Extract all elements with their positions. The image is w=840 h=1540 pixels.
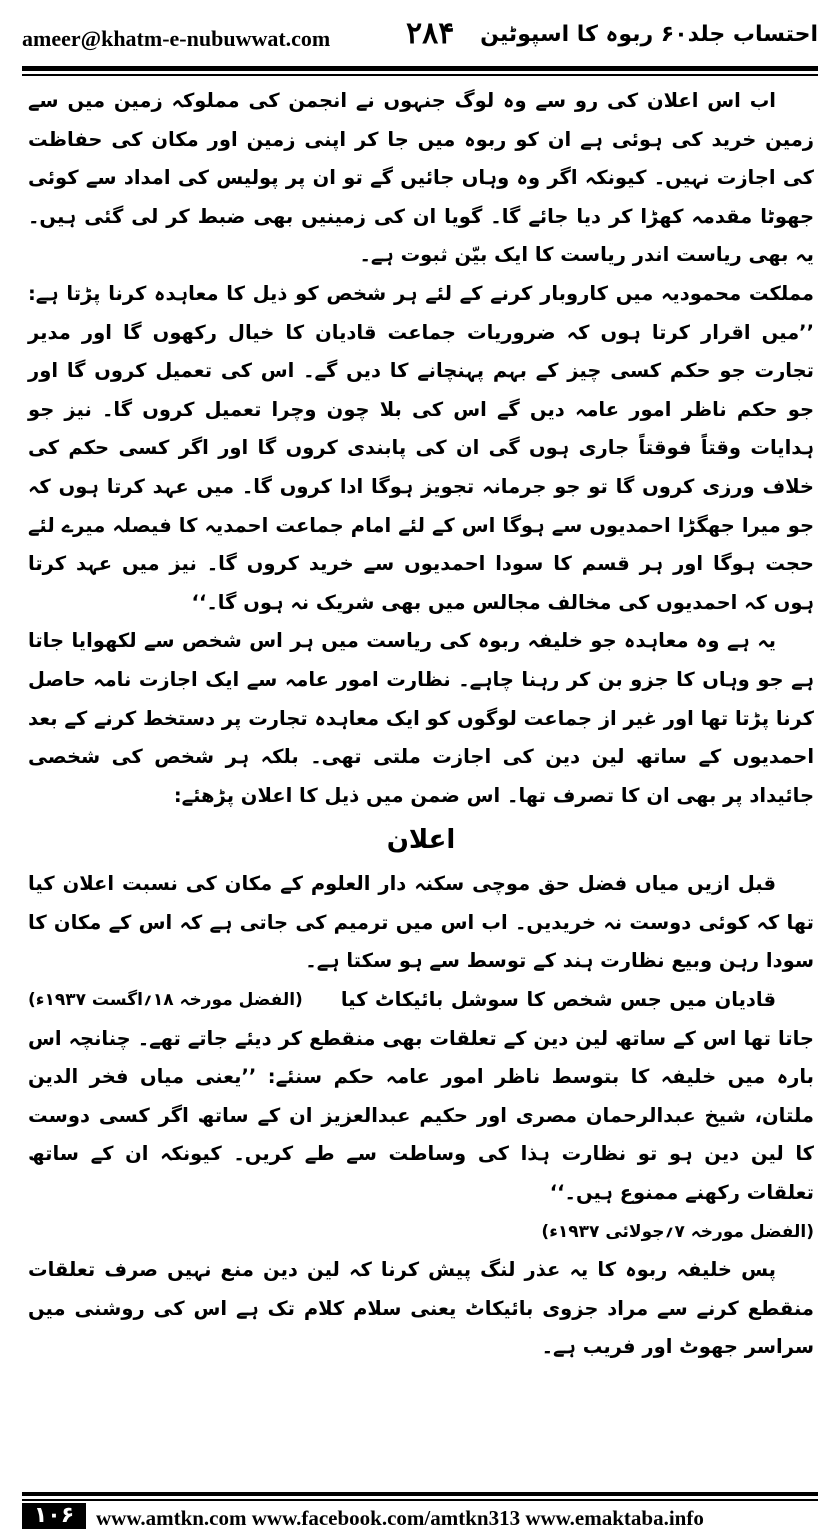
footer-page-number: ۱۰۶ — [22, 1503, 86, 1529]
page-footer — [22, 1492, 818, 1532]
announcement-text — [28, 865, 814, 1011]
announcement-reference: (الفضل مورخہ ۱۸؍اگست ۱۹۳۷ء) — [28, 990, 303, 1011]
footer-rule — [22, 1492, 818, 1496]
header-page-number: ۲۸۴ — [406, 16, 455, 51]
announcement-heading: اعلان — [386, 825, 456, 856]
boycott-reference: (الفضل مورخہ ۷؍جولائی ۱۹۳۷ء) — [541, 1221, 814, 1242]
paragraph-agreement: مملکت محمودیہ میں کاروبار کرنے کے لئے ہر شخص کو ذیل کا معاہدہ کرنا پڑتا ہے: ’’میں اقرار کرتا ہوں کہ ضروریات جماعت قادیان کا خیال رکھوں گا اور مدیر تجارت جو حکم کسی چیز کے بہم پہنچانے کا دیں گے۔ اس کی تعمیل کروں گا اور جو حکم ناظر امور عامہ دیں گے اس کی بلا چون وچرا تعمیل کروں گا۔ نیز جو ہدایات وقتاً فوقتاً جاری ہوں گی ان کی پابندی کروں گا اور اگر کسی حکم کی خلاف ورزی کروں گا تو جو جرمانہ تجویز ہوگا ادا کروں گا۔ میں عہد کرتا ہوں کہ جو میرا جھگڑا احمدیوں سے ہوگا اس کے لئے امام جماعت احمدیہ کا فیصلہ میرے لئے حجت ہوگا اور ہر قسم کا سودا احمدیوں سے خرید کروں گا۔ نیز میں عہد کرتا ہوں کہ احمدیوں کی مخالف مجالس میں بھی شریک نہ ہوں گا۔‘‘ — [28, 281, 814, 614]
header-email: ameer@khatm-e-nubuwwat.com — [22, 26, 331, 51]
announcement-body: قبل ازیں میاں فضل حق موچی سکنہ دار العلوم کے مکان کی نسبت اعلان کیا تھا کہ کوئی دوست نہ خریدیں۔ اب اس میں ترمیم کی جاتی ہے کہ اس کے مکان کا سودا رہن وبیع نظارت ہند کے توسط سے ہو سکتا ہے۔ — [28, 872, 814, 973]
paragraph-explanation: یہ ہے وہ معاہدہ جو خلیفہ ربوہ کی ریاست میں ہر اس شخص سے لکھوایا جاتا ہے جو وہاں کا جزو بن کر رہنا چاہے۔ نظارت امور عامہ سے ایک اجازت نامہ حاصل کرنا پڑتا تھا اور غیر از جماعت لوگوں کو ایک معاہدہ تجارت پر دستخط کرنے کے بعد احمدیوں کے ساتھ لین دین کی اجازت ملتی تھی۔ بلکہ ہر شخص کی شخصی جائیداد پر بھی ان کا تصرف تھا۔ اس ضمن میں ذیل کا اعلان پڑھئے: — [28, 629, 814, 807]
page-header — [22, 12, 818, 66]
footer-rule-thin — [22, 1499, 818, 1501]
header-rule-thin — [22, 74, 818, 76]
footer-links: www.amtkn.com www.facebook.com/amtkn313 www.emaktaba.info — [96, 1506, 704, 1530]
paragraph-boycott: قادیان میں جس شخص کا سوشل بائیکاٹ کیا جاتا تھا اس کے ساتھ لین دین کے تعلقات بھی منقطع کر دیئے جاتے تھے۔ چنانچہ اس بارہ میں خلیفہ کا بتوسط ناظر امور عامہ حکم سنئے: ’’یعنی میاں فخر الدین ملتان، شیخ عبدالرحمان مصری اور حکیم عبدالعزیز ان کے ساتھ اگر کسی دوست کا لین دین ہو تو نظارت ہذا کی وساطت سے طے کریں۔ کیونکہ ان کے ساتھ تعلقات رکھنے ممنوع ہیں۔‘‘ — [28, 988, 814, 1205]
paragraph-land: اب اس اعلان کی رو سے وہ لوگ جنہوں نے انجمن کی مملوکہ زمین میں سے زمین خرید کی ہوئی ہے ان کو ربوہ میں جا کر اپنی زمین اور مکان کی حفاظت کی اجازت نہیں۔ کیونکہ اگر وہ وہاں جائیں گے تو ان پر پولیس کی امداد سے کوئی جھوٹا مقدمہ کھڑا کر دیا جائے گا۔ گویا ان کی زمینیں بھی ضبط کر لی گئی ہیں۔ یہ بھی ریاست اندر ریاست کا ایک بیّن ثبوت ہے۔ — [28, 89, 814, 267]
header-book-title: احتساب جلد۶۰ ربوہ کا اسپوٹین — [480, 22, 818, 47]
paragraph-final: پس خلیفہ ربوہ کا یہ عذر لنگ پیش کرنا کہ لین دین منع نہیں صرف تعلقات منقطع کرنے سے مراد جزوی بائیکاٹ یعنی سلام کلام تک ہے اس کی روشنی میں سراسر جھوٹ اور فریب ہے۔ — [28, 1258, 814, 1359]
header-rule — [22, 66, 818, 71]
page-body — [28, 82, 814, 1367]
